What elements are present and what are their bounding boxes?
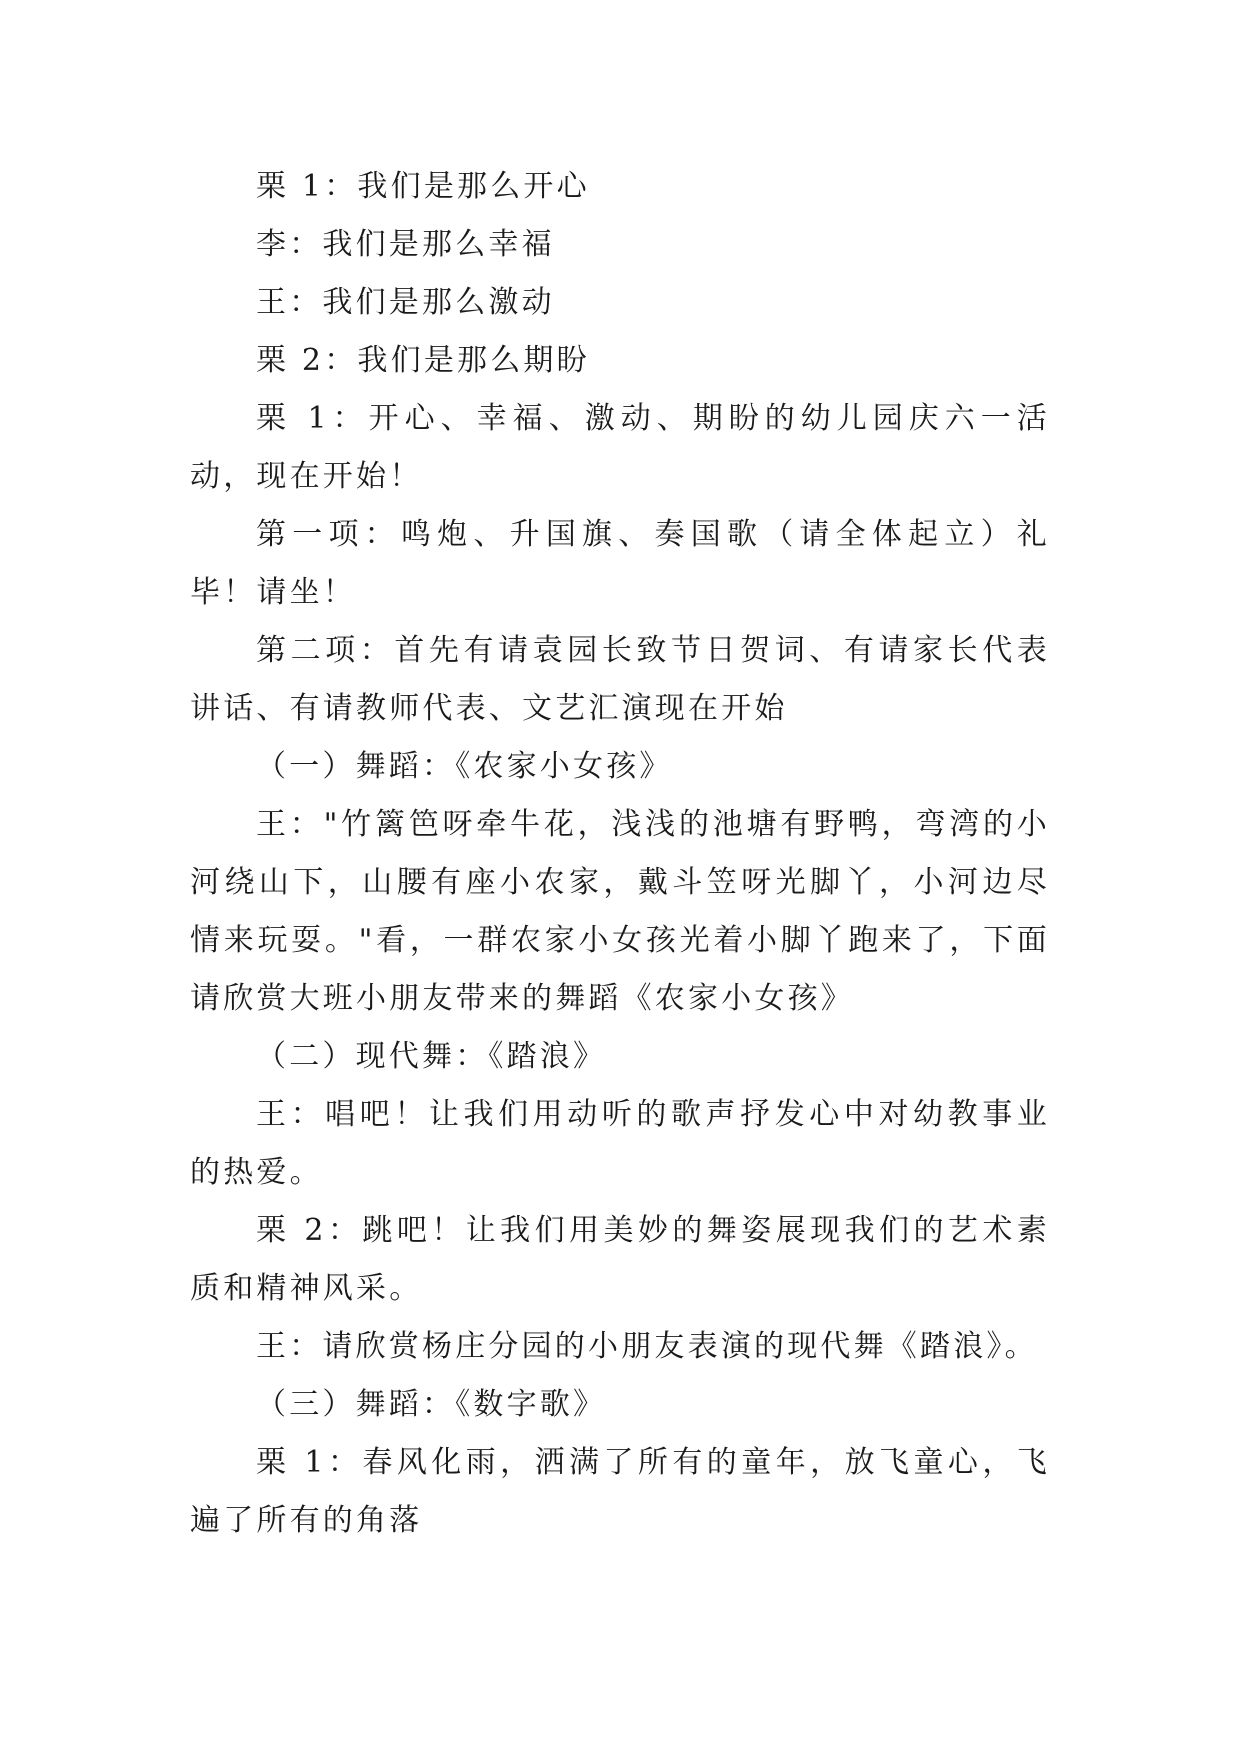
paragraph: 王：唱吧！让我们用动听的歌声抒发心中对幼教事业的热爱。	[190, 1097, 1050, 1190]
section-heading: （一）舞蹈：《农家小女孩》	[256, 749, 673, 784]
paragraph: 第一项：鸣炮、升国旗、奏国歌（请全体起立）礼毕！请坐！	[190, 517, 1050, 610]
paragraph: 栗 1：开心、幸福、激动、期盼的幼儿园庆六一活动，现在开始！	[190, 401, 1050, 494]
paragraph-line: 王：我们是那么激动	[256, 285, 555, 320]
section-heading: （二）现代舞：《踏浪》	[256, 1039, 607, 1074]
paragraph: 王："竹篱笆呀牵牛花，浅浅的池塘有野鸭，弯湾的小河绕山下，山腰有座小农家，戴斗笠呀光脚丫，小河边尽情来玩耍。"看，一群农家小女孩光着小脚丫跑来了，下面请欣赏大班小朋友带来的舞蹈《农家小女孩》	[190, 807, 1050, 1016]
paragraph-line: 王：请欣赏杨庄分园的小朋友表演的现代舞《踏浪》。	[256, 1329, 1038, 1364]
paragraph: 栗 1：春风化雨，洒满了所有的童年，放飞童心，飞遍了所有的角落	[190, 1445, 1050, 1538]
paragraph-line: 栗 2：我们是那么期盼	[256, 343, 590, 378]
paragraph-line: 栗 1：我们是那么开心	[256, 169, 590, 204]
section-heading: （三）舞蹈：《数字歌》	[256, 1387, 607, 1422]
paragraph: 栗 2：跳吧！让我们用美妙的舞姿展现我们的艺术素质和精神风采。	[190, 1213, 1050, 1306]
paragraph-line: 李：我们是那么幸福	[256, 227, 555, 262]
paragraph: 第二项：首先有请袁园长致节日贺词、有请家长代表讲话、有请教师代表、文艺汇演现在开始	[190, 633, 1050, 726]
document-body	[190, 158, 1050, 1550]
